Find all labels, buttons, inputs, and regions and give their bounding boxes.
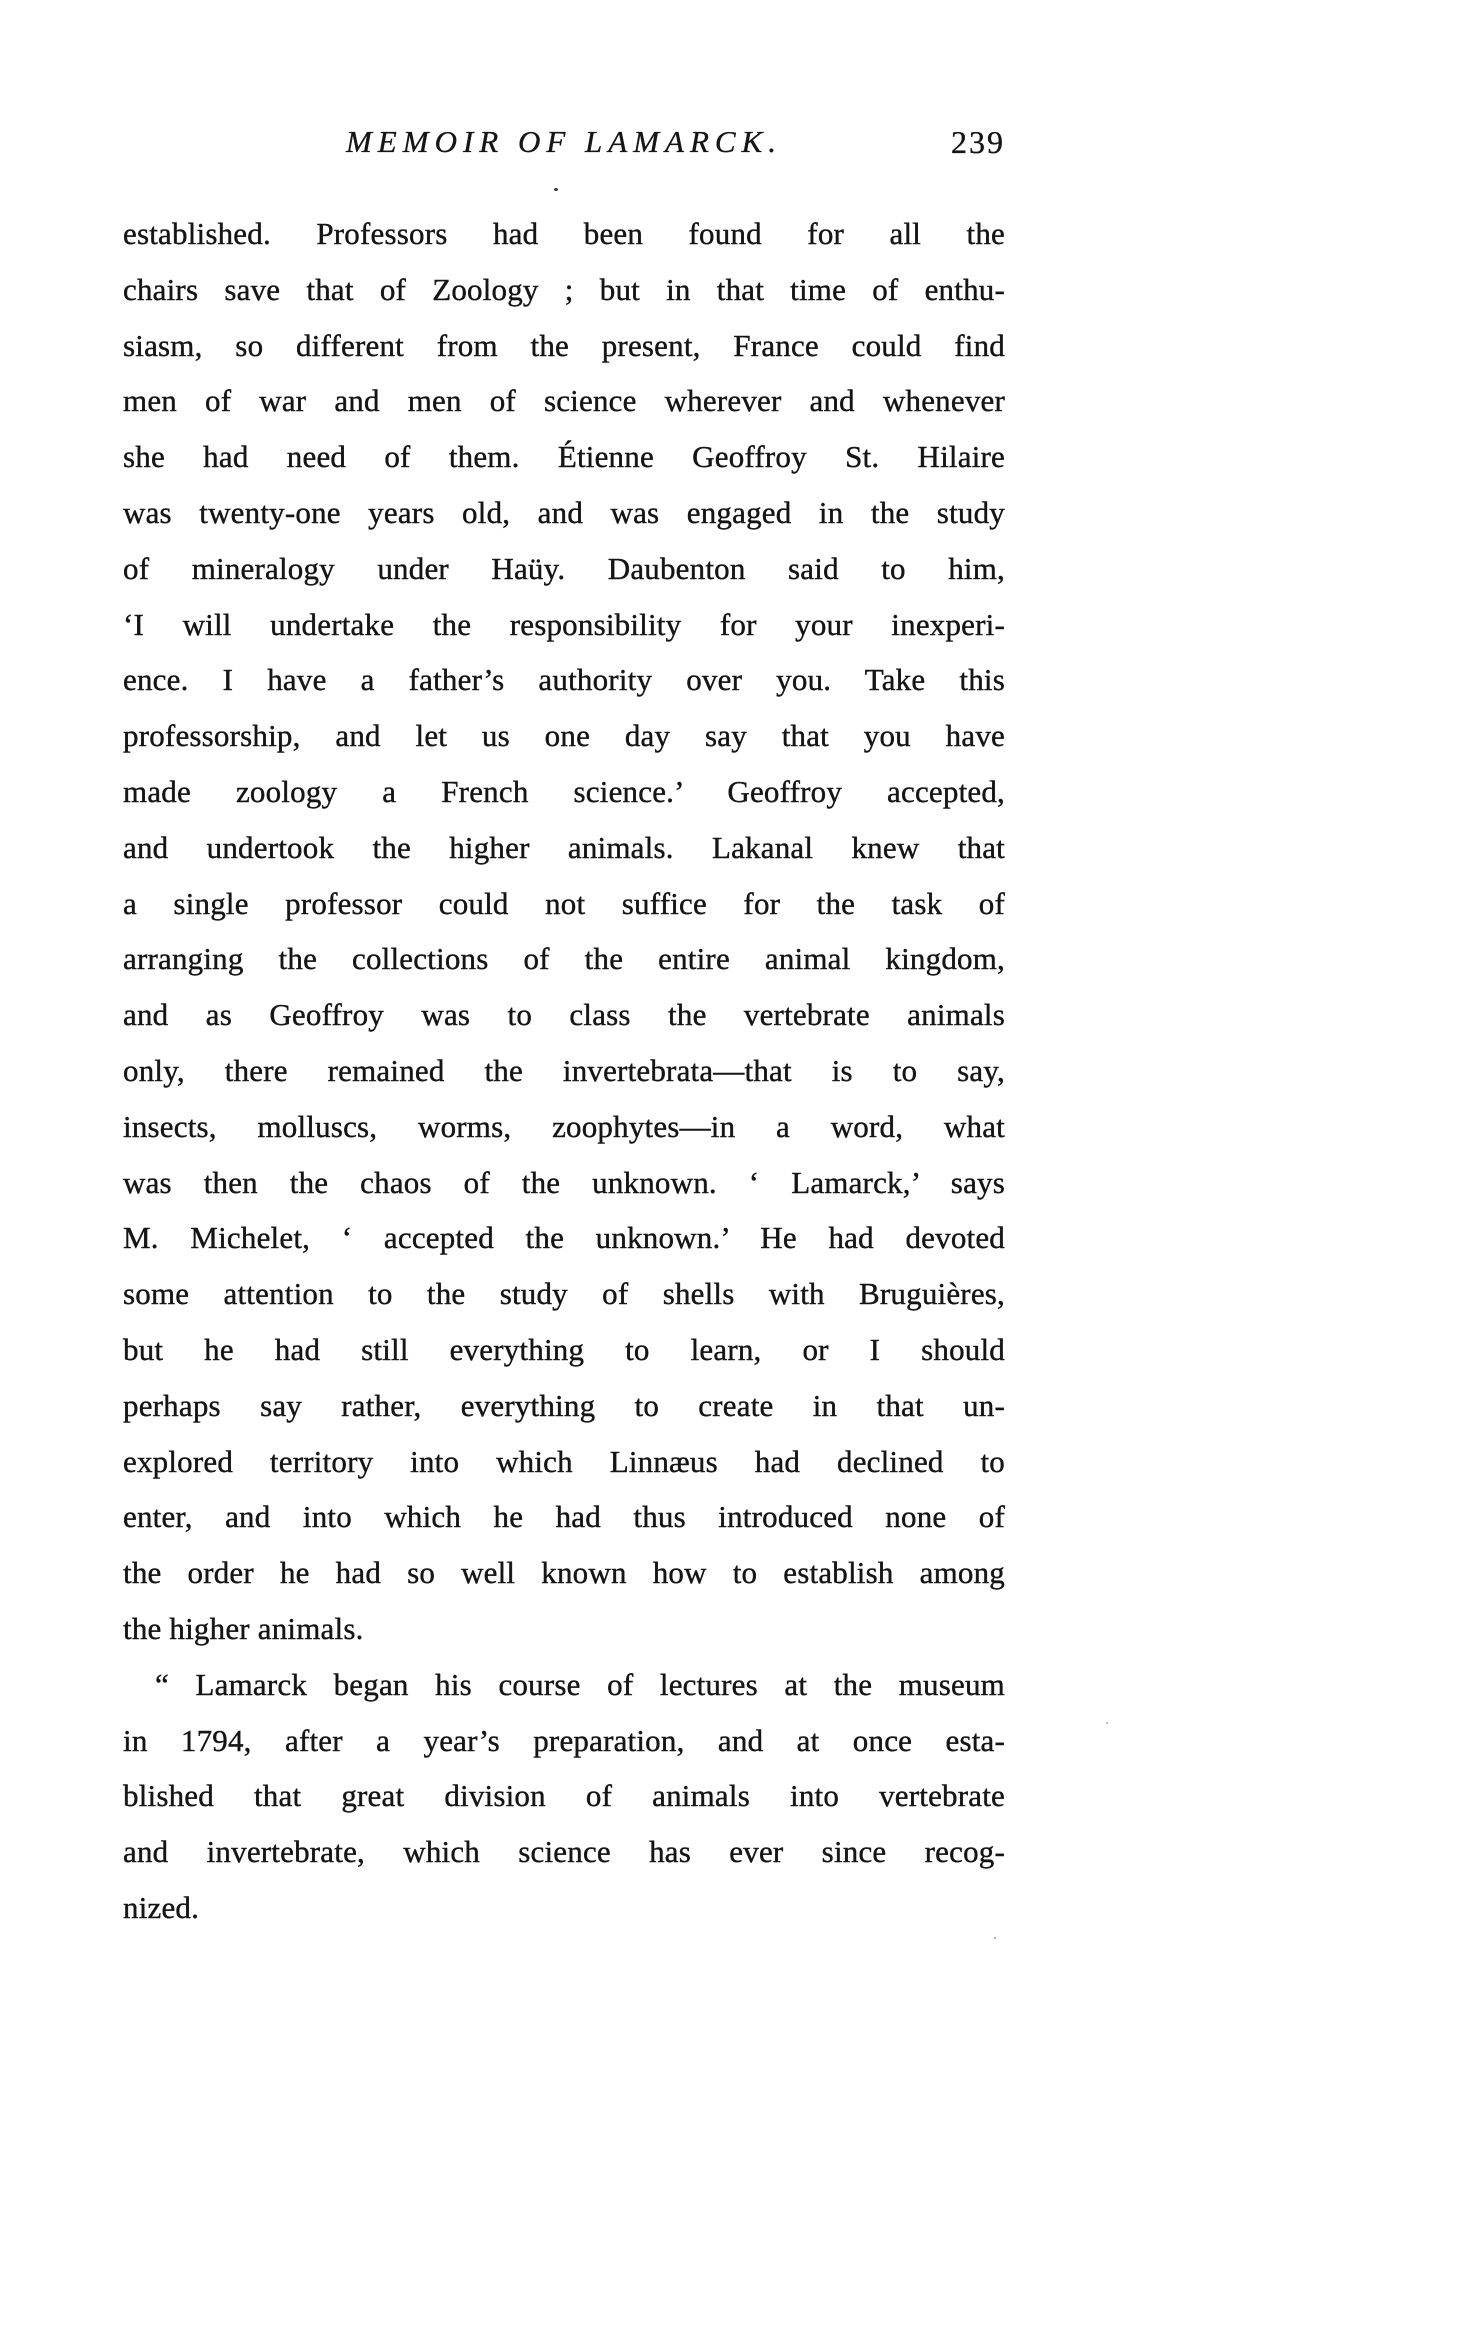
text-line: M. Michelet, ‘ accepted the unknown.’ He had devoted <box>123 1220 1005 1256</box>
text-line: arranging the collections of the entire animal kingdom, <box>123 941 1005 977</box>
text-line: explored territory into which Linnæus had declined to <box>123 1443 1005 1479</box>
text-line: “ Lamarck began his course of lectures at the museum <box>155 1666 1005 1702</box>
text-line: a single professor could not suffice for the task of <box>123 885 1005 921</box>
text-line: and as Geoffroy was to class the vertebrate animals <box>123 997 1005 1033</box>
text-line: chairs save that of Zoology ; but in that time of enthu- <box>123 271 1005 307</box>
text-line: and undertook the higher animals. Lakanal knew that <box>123 829 1005 865</box>
text-line: in 1794, after a year’s preparation, and at once esta- <box>123 1722 1005 1758</box>
text-line: she had need of them. Étienne Geoffroy St. Hilaire <box>123 439 1005 475</box>
body-text <box>123 206 1005 1936</box>
text-line: ‘I will undertake the responsibility for your inexperi- <box>123 606 1005 642</box>
text-line: of mineralogy under Haüy. Daubenton said to him, <box>123 550 1005 586</box>
text-line: the order he had so well known how to establish among <box>123 1555 1005 1591</box>
text-line: only, there remained the invertebrata—that is to say, <box>123 1052 1005 1088</box>
scan-speck <box>994 1937 996 1939</box>
text-line: perhaps say rather, everything to create in that un- <box>123 1387 1005 1423</box>
text-line: established. Professors had been found for all the <box>123 216 1005 251</box>
scan-speck <box>1106 1722 1108 1724</box>
text-line: professorship, and let us one day say that you have <box>123 718 1005 754</box>
text-line: siasm, so different from the present, France could find <box>123 327 1005 363</box>
header-title: MEMOIR OF LAMARCK. <box>345 124 783 159</box>
text-line: was twenty-one years old, and was engaged in the study <box>123 494 1005 530</box>
scan-speck <box>554 188 558 191</box>
page-number: 239 <box>951 124 1005 160</box>
text-line: nized. <box>123 1889 200 1925</box>
text-line: and invertebrate, which science has ever since recog- <box>123 1834 1005 1870</box>
text-line: insects, molluscs, worms, zoophytes—in a word, what <box>123 1108 1005 1144</box>
text-line: men of war and men of science wherever and whenever <box>123 383 1005 419</box>
text-line: made zoology a French science.’ Geoffroy accepted, <box>123 773 1005 809</box>
text-line: blished that great division of animals into vertebrate <box>123 1778 1005 1814</box>
text-line: but he had still everything to learn, or I should <box>123 1331 1005 1367</box>
text-line: ence. I have a father’s authority over you. Take this <box>123 662 1005 698</box>
text-line: the higher animals. <box>123 1610 364 1646</box>
text-line: enter, and into which he had thus introduced none of <box>123 1499 1005 1535</box>
text-line: was then the chaos of the unknown. ‘ Lamarck,’ says <box>123 1164 1005 1200</box>
text-line: some attention to the study of shells with Bruguières, <box>123 1276 1005 1312</box>
